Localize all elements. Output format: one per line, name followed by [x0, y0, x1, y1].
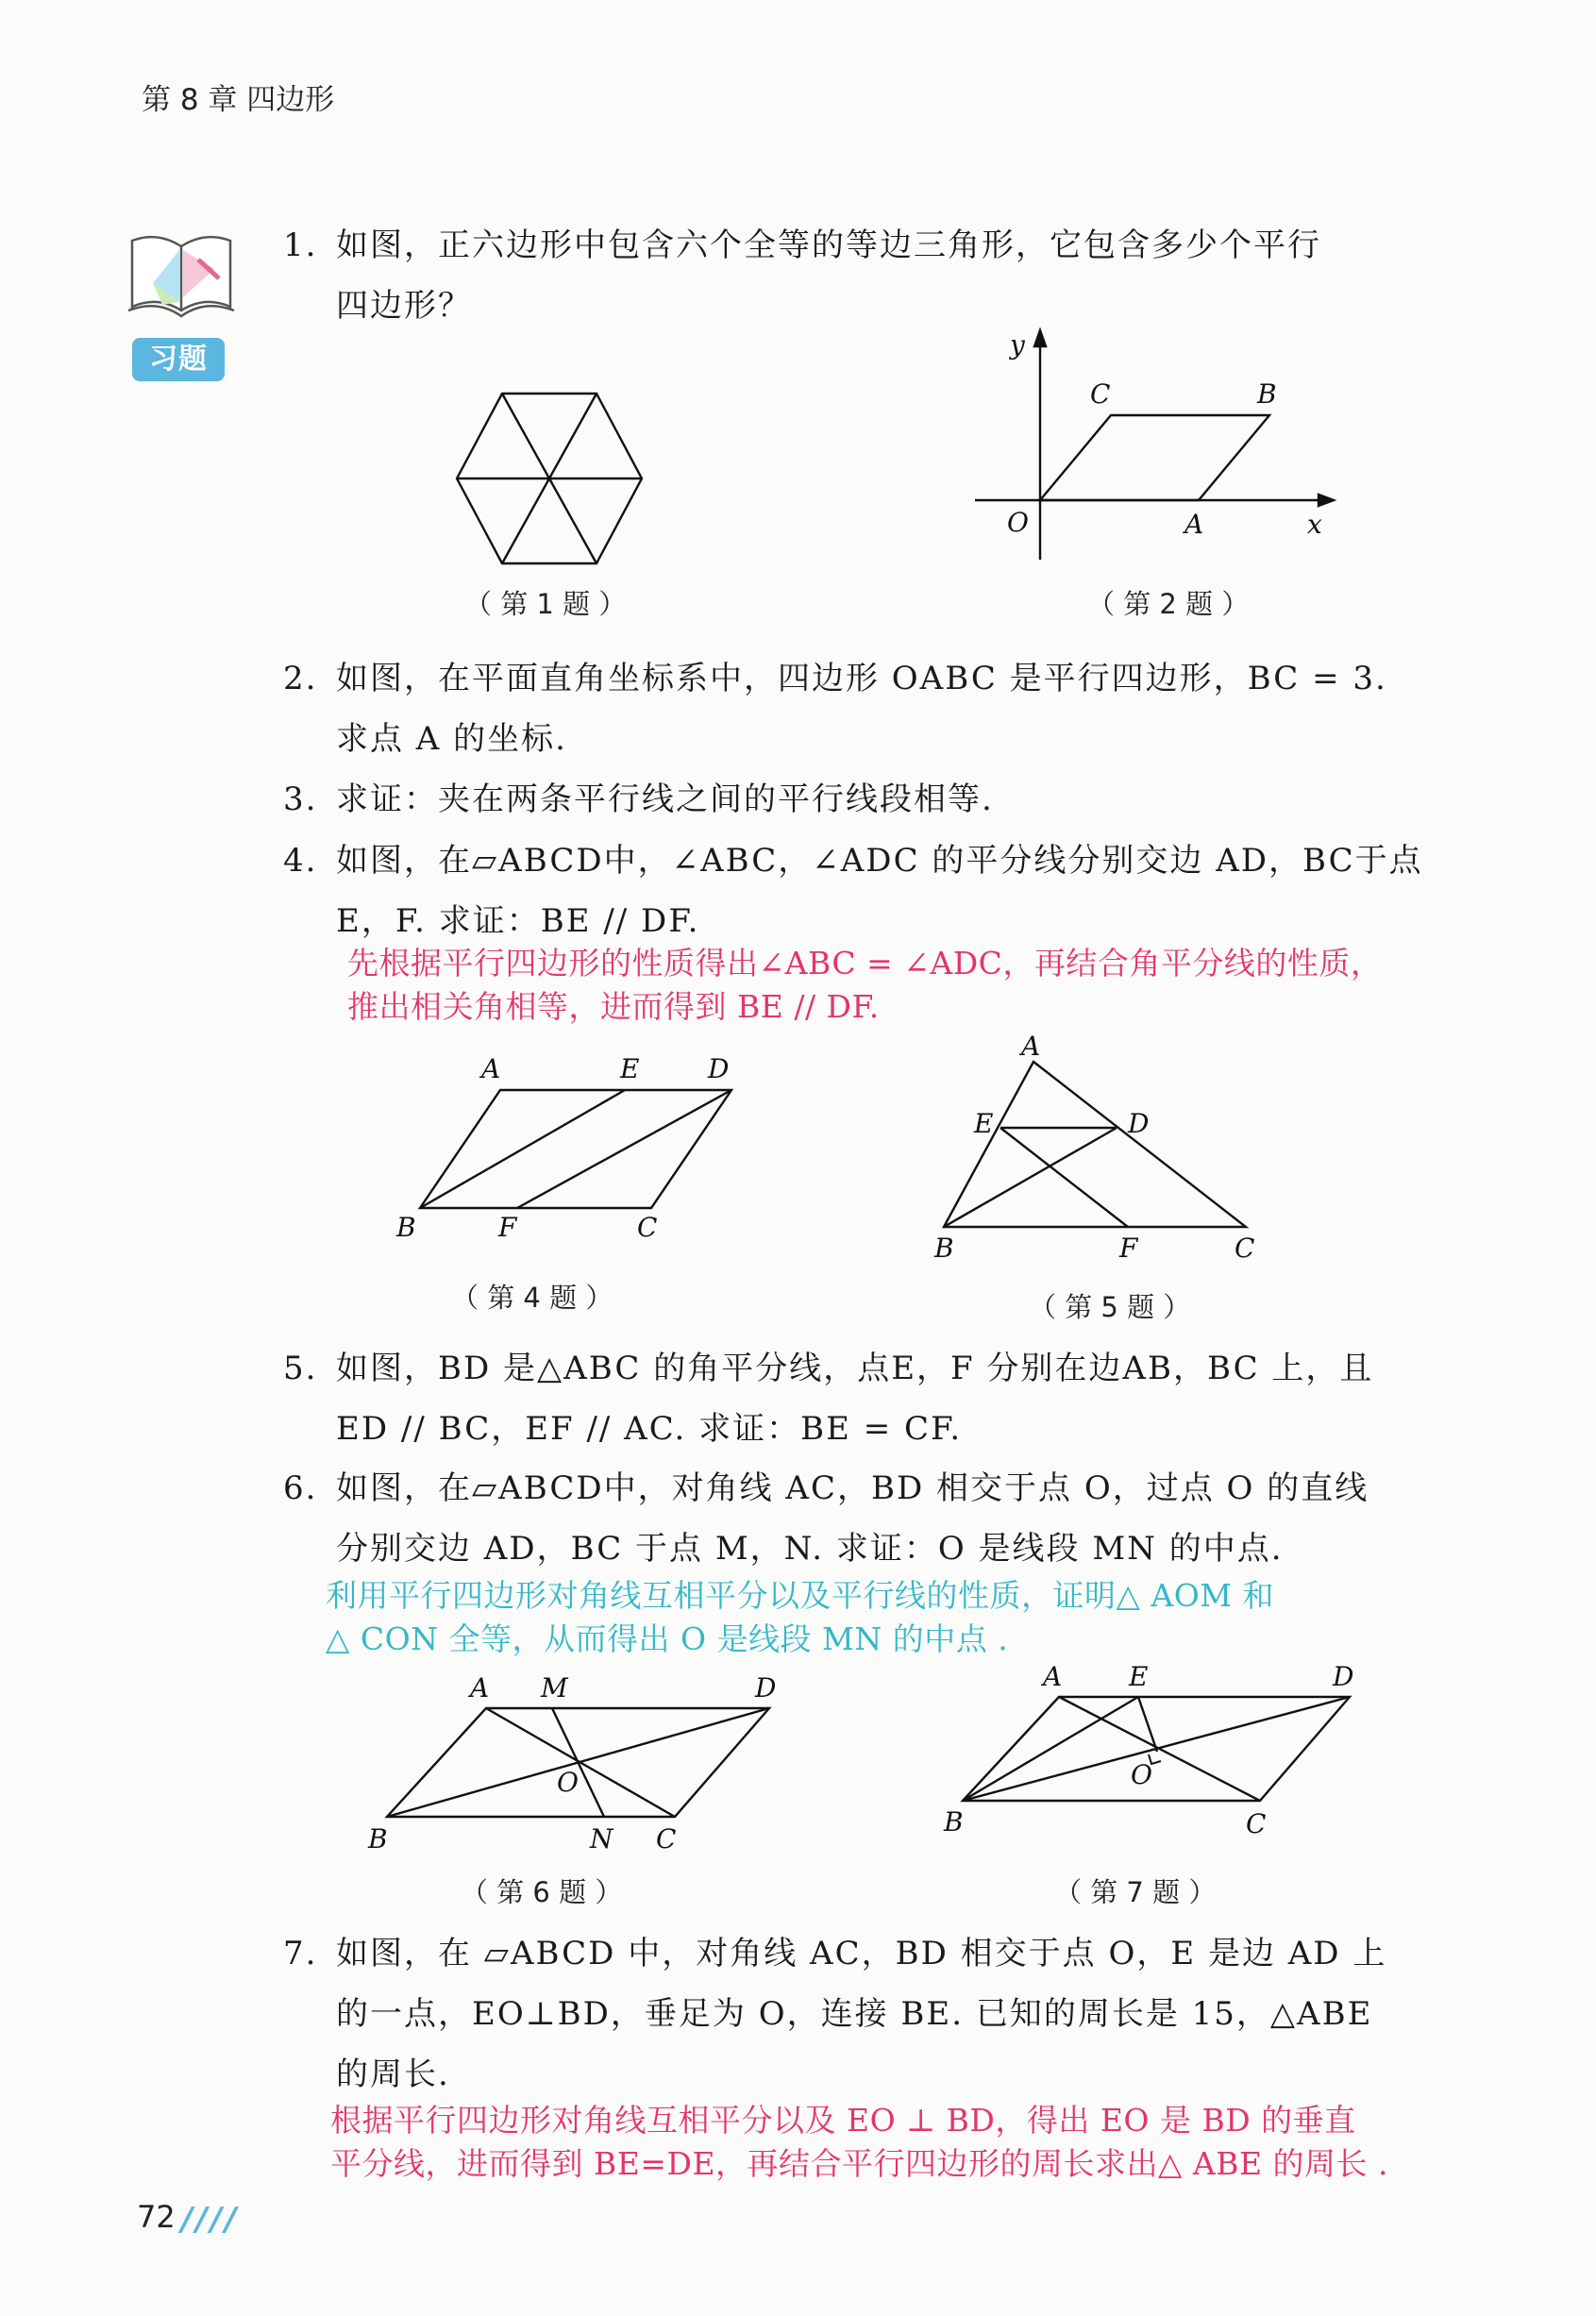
hint-text: 先根据平行四边形的性质得出∠ABC = ∠ADC，再结合角平分线的性质， [347, 945, 1383, 982]
problem-text: 如图，在平面直角坐标系中，四边形 OABC 是平行四边形，BC = 3. [336, 660, 1387, 697]
problem-text: 的一点，EO⊥BD，垂足为 O，连接 BE. 已知的周长是 15，△ABE [336, 1995, 1373, 2033]
label-O: O [1131, 1759, 1152, 1790]
label-y: y [1010, 329, 1025, 361]
figure-1-caption: （ 第 1 题 ） [464, 588, 627, 620]
label-B: B [396, 1212, 416, 1243]
problem-text: 的周长. [336, 2056, 450, 2093]
problem-2 [283, 648, 1387, 769]
label-C: C [1246, 1808, 1267, 1839]
hint-text: △ CON 全等，从而得出 O 是线段 MN 的中点 . [326, 1620, 1009, 1657]
segment-EF [1000, 1128, 1128, 1227]
label-E: E [620, 1053, 640, 1084]
problem-text: 如图，在 ▱ABCD 中，对角线 AC，BD 相交于点 O，E 是边 AD 上 [336, 1935, 1387, 1972]
problem-number: 1. [283, 227, 318, 264]
problem-text: 如图，BD 是△ABC 的角平分线，点E，F 分别在边AB，BC 上，且 [336, 1350, 1374, 1387]
parallelogram-OABC [1040, 415, 1269, 500]
figure-2-coordinate [967, 326, 1345, 571]
label-D: D [755, 1672, 777, 1703]
figure-7-parallelogram [934, 1661, 1369, 1859]
label-A: A [1043, 1661, 1063, 1692]
problem-1 [283, 215, 1321, 336]
hint-problem-7 [330, 2099, 1388, 2186]
figure-6-parallelogram [368, 1670, 793, 1859]
label-A: A [1184, 509, 1204, 540]
problem-number: 5. [283, 1350, 318, 1387]
label-A: A [470, 1672, 490, 1703]
problem-text: 求点 A 的坐标. [336, 720, 567, 758]
page-decoration: //// [181, 2201, 240, 2239]
exercise-badge: 习题 [132, 338, 225, 381]
segment-BE [420, 1090, 625, 1208]
problem-text: 如图，在▱ABCD中，对角线 AC，BD 相交于点 O，过点 O 的直线 [336, 1469, 1369, 1507]
label-B: B [1257, 378, 1277, 410]
figure-5-caption: （ 第 5 题 ） [1029, 1291, 1191, 1323]
problem-number: 7. [283, 1935, 318, 1972]
figure-7-caption: （ 第 7 题 ） [1054, 1876, 1217, 1908]
hint-problem-6 [326, 1574, 1274, 1661]
problem-number: 4. [283, 842, 318, 880]
problem-3 [283, 769, 994, 830]
label-A: A [481, 1053, 501, 1084]
problem-number: 2. [283, 660, 318, 697]
chapter-header: 第 8 章 四边形 [142, 83, 335, 117]
label-F: F [498, 1212, 517, 1243]
label-N: N [590, 1823, 613, 1854]
label-E: E [974, 1108, 994, 1139]
problem-4 [283, 831, 1423, 951]
label-D: D [708, 1053, 730, 1084]
problem-text: E，F. 求证：BE // DF. [336, 902, 700, 940]
x-axis-arrow [1319, 495, 1334, 506]
page-number: 72 [137, 2199, 176, 2235]
hint-text: 推出相关角相等，进而得到 BE // DF. [347, 988, 880, 1025]
y-axis-arrow [1034, 330, 1046, 346]
problem-text: 如图，正六边形中包含六个全等的等边三角形，它包含多少个平行 [336, 227, 1321, 264]
figure-5-triangle [934, 1031, 1274, 1265]
problem-7 [283, 1923, 1386, 2105]
label-D: D [1128, 1108, 1150, 1139]
label-x: x [1307, 509, 1322, 540]
label-M: M [541, 1672, 568, 1703]
book-icon [125, 212, 238, 335]
label-B: B [368, 1823, 388, 1854]
problem-text: ED // BC，EF // AC. 求证：BE = CF. [336, 1410, 963, 1448]
figure-4-caption: （ 第 4 题 ） [451, 1282, 613, 1314]
problem-5 [283, 1338, 1373, 1459]
label-A: A [1021, 1031, 1041, 1062]
problem-text: 分别交边 AD，BC 于点 M，N. 求证：O 是线段 MN 的中点. [336, 1530, 1284, 1568]
label-C: C [656, 1823, 677, 1854]
label-E: E [1129, 1661, 1149, 1692]
label-B: B [934, 1233, 954, 1264]
problem-number: 3. [283, 780, 318, 818]
problem-6 [283, 1458, 1369, 1579]
parallelogram-ABCD [420, 1090, 731, 1208]
problem-number: 6. [283, 1469, 318, 1507]
label-D: D [1333, 1661, 1354, 1692]
label-O: O [1007, 507, 1029, 538]
problem-text: 四边形？ [336, 287, 472, 325]
label-F: F [1119, 1233, 1138, 1264]
label-B: B [944, 1806, 964, 1838]
segment-BE [963, 1697, 1138, 1801]
figure-2-caption: （ 第 2 题 ） [1087, 588, 1250, 620]
label-O: O [557, 1767, 579, 1798]
hint-text: 平分线，进而得到 BE=DE，再结合平行四边形的周长求出△ ABE 的周长 . [330, 2145, 1389, 2182]
label-C: C [637, 1212, 658, 1243]
segment-MN [552, 1708, 604, 1817]
figure-4-parallelogram [396, 1053, 755, 1246]
figure-1-hexagon [444, 387, 651, 576]
hint-text: 根据平行四边形对角线互相平分以及 EO ⊥ BD，得出 EO 是 BD 的垂直 [330, 2102, 1356, 2139]
segment-DF [517, 1090, 731, 1208]
hint-problem-4 [347, 942, 1382, 1029]
figure-6-caption: （ 第 6 题 ） [461, 1876, 623, 1908]
hint-text: 利用平行四边形对角线互相平分以及平行线的性质，证明△ AOM 和 [326, 1577, 1275, 1614]
label-C: C [1235, 1233, 1255, 1264]
problem-text: 如图，在▱ABCD中，∠ABC，∠ADC 的平分线分别交边 AD，BC于点 [336, 842, 1423, 880]
problem-text: 求证：夹在两条平行线之间的平行线段相等. [336, 780, 994, 818]
label-C: C [1090, 378, 1111, 410]
